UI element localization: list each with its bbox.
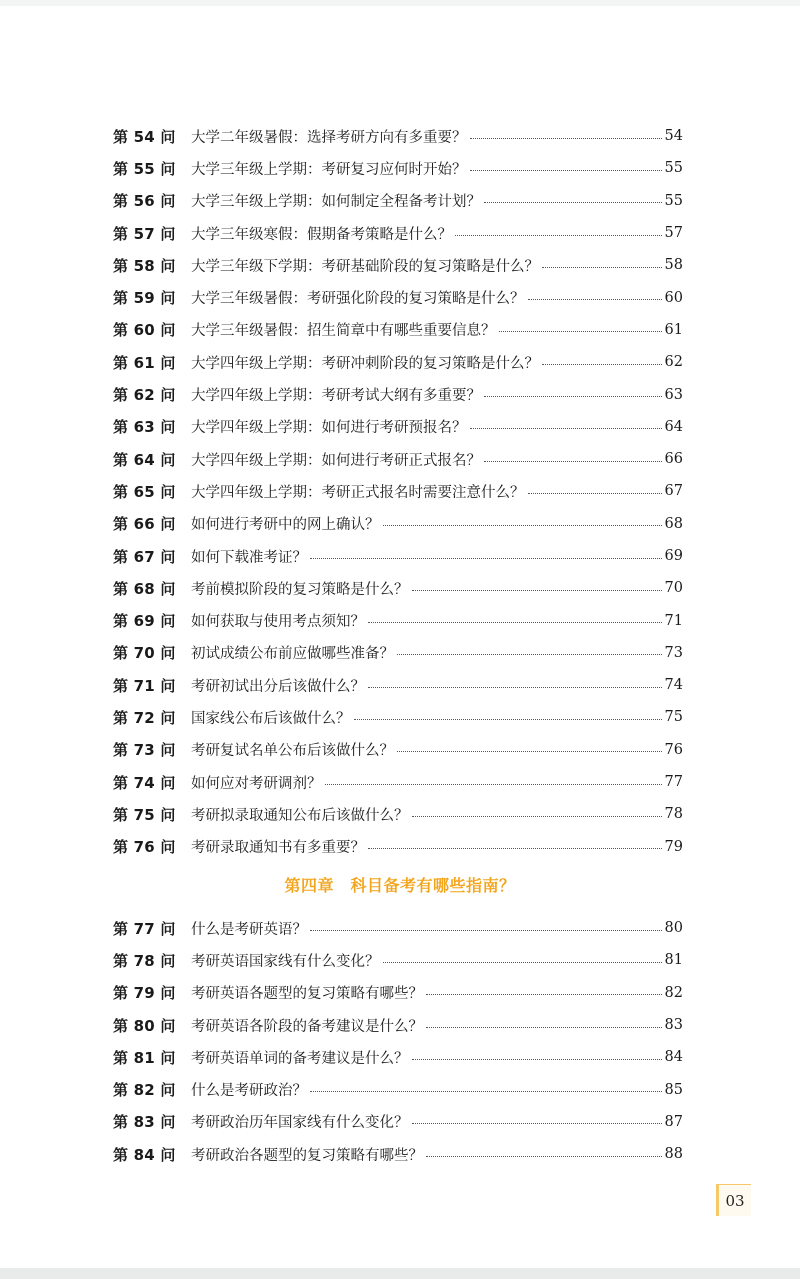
question-number: 第 66 问 [113, 515, 176, 534]
entry-page-number: 63 [664, 386, 683, 403]
entry-page-number: 75 [664, 709, 683, 726]
question-number: 第 74 问 [113, 773, 176, 792]
question-number: 第 55 问 [113, 159, 176, 178]
toc-entry [113, 734, 683, 766]
entry-page-number: 68 [664, 515, 683, 532]
entry-page-number: 55 [664, 160, 683, 177]
toc-entry [113, 1138, 683, 1170]
question-number: 第 54 问 [113, 127, 176, 146]
toc-entry [113, 798, 683, 830]
entry-title: 考前模拟阶段的复习策略是什么？ [191, 581, 409, 598]
toc-entry [113, 443, 683, 475]
toc-entry [113, 701, 683, 733]
dot-leader [484, 396, 662, 397]
question-number: 第 62 问 [113, 386, 176, 405]
question-number: 第 78 问 [113, 951, 176, 970]
entry-title: 如何获取与使用考点须知？ [191, 614, 365, 631]
toc-entry [113, 475, 683, 507]
entry-title: 考研复试名单公布后该做什么？ [191, 743, 394, 760]
entry-page-number: 67 [664, 483, 683, 500]
question-number: 第 75 问 [113, 805, 176, 824]
dot-leader [325, 784, 662, 785]
question-number: 第 80 问 [113, 1016, 176, 1035]
question-number: 第 58 问 [113, 256, 176, 275]
toc-entry [113, 411, 683, 443]
entry-page-number: 54 [664, 128, 683, 145]
question-number: 第 56 问 [113, 192, 176, 211]
entry-title: 考研录取通知书有多重要？ [191, 840, 365, 857]
dot-leader [542, 267, 662, 268]
entry-page-number: 64 [664, 418, 683, 435]
entry-title: 大学四年级上学期：如何进行考研正式报名？ [191, 452, 481, 469]
dot-leader [470, 170, 662, 171]
dot-leader [397, 654, 662, 655]
entry-title: 大学四年级上学期：考研考试大纲有多重要？ [191, 388, 481, 405]
entry-page-number: 61 [664, 321, 683, 338]
toc-entry [113, 766, 683, 798]
question-number: 第 64 问 [113, 450, 176, 469]
dot-leader [397, 751, 662, 752]
dot-leader [412, 1123, 662, 1124]
toc-entry [113, 637, 683, 669]
entry-page-number: 55 [664, 192, 683, 209]
toc-entry [113, 944, 683, 976]
question-number: 第 63 问 [113, 418, 176, 437]
toc-entry [113, 249, 683, 281]
toc-entry [113, 281, 683, 313]
entry-title: 如何应对考研调剂？ [191, 775, 322, 792]
entry-page-number: 87 [664, 1113, 683, 1130]
entry-page-number: 74 [664, 677, 683, 694]
entry-page-number: 60 [664, 289, 683, 306]
toc-entry [113, 1009, 683, 1041]
toc-list-part2 [113, 912, 683, 1170]
entry-title: 考研政治各题型的复习策略有哪些？ [191, 1147, 423, 1164]
entry-title: 考研政治历年国家线有什么变化？ [191, 1115, 409, 1132]
toc-entry [113, 314, 683, 346]
dot-leader [310, 558, 662, 559]
dot-leader [542, 364, 662, 365]
question-number: 第 73 问 [113, 741, 176, 760]
entry-title: 国家线公布后该做什么？ [191, 710, 351, 727]
dot-leader [528, 299, 662, 300]
toc-entry [113, 977, 683, 1009]
dot-leader [470, 428, 662, 429]
question-number: 第 70 问 [113, 644, 176, 663]
entry-title: 考研初试出分后该做什么？ [191, 678, 365, 695]
entry-title: 大学二年级暑假：选择考研方向有多重要？ [191, 129, 467, 146]
question-number: 第 83 问 [113, 1113, 176, 1132]
entry-page-number: 83 [664, 1017, 683, 1034]
dot-leader [426, 1027, 662, 1028]
entry-page-number: 88 [664, 1146, 683, 1163]
entry-title: 考研英语各阶段的备考建议是什么？ [191, 1018, 423, 1035]
toc-entry [113, 508, 683, 540]
toc-entry [113, 572, 683, 604]
dot-leader [528, 493, 662, 494]
question-number: 第 71 问 [113, 676, 176, 695]
entry-page-number: 73 [664, 644, 683, 661]
dot-leader [368, 687, 662, 688]
dot-leader [455, 235, 662, 236]
toc-entry [113, 185, 683, 217]
entry-page-number: 76 [664, 741, 683, 758]
entry-title: 考研英语单词的备考建议是什么？ [191, 1050, 409, 1067]
dot-leader [368, 848, 662, 849]
entry-page-number: 85 [664, 1081, 683, 1098]
entry-page-number: 71 [664, 612, 683, 629]
entry-page-number: 78 [664, 806, 683, 823]
toc-entry [113, 604, 683, 636]
question-number: 第 57 问 [113, 224, 176, 243]
dot-leader [310, 1091, 662, 1092]
question-number: 第 72 问 [113, 708, 176, 727]
dot-leader [484, 202, 662, 203]
toc-entry [113, 1106, 683, 1138]
dot-leader [484, 461, 662, 462]
entry-page-number: 82 [664, 984, 683, 1001]
entry-page-number: 81 [664, 952, 683, 969]
toc-entry [113, 669, 683, 701]
toc-list-part1 [113, 120, 683, 863]
toc-entry [113, 1041, 683, 1073]
question-number: 第 60 问 [113, 321, 176, 340]
question-number: 第 59 问 [113, 289, 176, 308]
entry-page-number: 84 [664, 1049, 683, 1066]
entry-page-number: 58 [664, 257, 683, 274]
entry-title: 考研拟录取通知公布后该做什么？ [191, 807, 409, 824]
dot-leader [426, 994, 662, 995]
toc-entry [113, 152, 683, 184]
dot-leader [354, 719, 662, 720]
question-number: 第 69 问 [113, 612, 176, 631]
entry-title: 大学四年级上学期：如何进行考研预报名？ [191, 420, 467, 437]
dot-leader [412, 1059, 662, 1060]
entry-title: 大学四年级上学期：考研冲刺阶段的复习策略是什么？ [191, 355, 539, 372]
entry-page-number: 57 [664, 225, 683, 242]
dot-leader [470, 138, 662, 139]
page-number: 03 [716, 1184, 751, 1216]
entry-title: 什么是考研政治？ [191, 1083, 307, 1100]
question-number: 第 79 问 [113, 984, 176, 1003]
dot-leader [499, 331, 662, 332]
entry-title: 大学三年级寒假：假期备考策略是什么？ [191, 226, 452, 243]
entry-page-number: 69 [664, 548, 683, 564]
toc-entry [113, 831, 683, 863]
question-number: 第 81 问 [113, 1048, 176, 1067]
dot-leader [426, 1156, 662, 1157]
entry-page-number: 77 [664, 774, 683, 791]
dot-leader [412, 816, 662, 817]
entry-title: 考研英语各题型的复习策略有哪些？ [191, 986, 423, 1003]
entry-title: 如何进行考研中的网上确认？ [191, 517, 380, 534]
dot-leader [383, 962, 662, 963]
entry-title: 考研英语国家线有什么变化？ [191, 953, 380, 970]
entry-title: 什么是考研英语？ [191, 921, 307, 938]
entry-title: 大学三年级下学期：考研基础阶段的复习策略是什么？ [191, 258, 539, 275]
question-number: 第 67 问 [113, 547, 176, 566]
top-edge [0, 0, 800, 6]
toc-entry [113, 1073, 683, 1105]
entry-title: 大学三年级上学期：如何制定全程备考计划？ [191, 194, 481, 211]
question-number: 第 68 问 [113, 579, 176, 598]
entry-title: 如何下载准考证？ [191, 549, 307, 566]
entry-page-number: 70 [664, 580, 683, 597]
entry-page-number: 66 [664, 451, 683, 468]
dot-leader [368, 622, 662, 623]
toc-entry [113, 346, 683, 378]
toc-entry [113, 540, 683, 572]
question-number: 第 61 问 [113, 353, 176, 372]
toc-entry [113, 120, 683, 152]
question-number: 第 76 问 [113, 838, 176, 857]
toc-entry [113, 217, 683, 249]
question-number: 第 84 问 [113, 1145, 176, 1164]
entry-title: 初试成绩公布前应做哪些准备？ [191, 646, 394, 663]
entry-page-number: 62 [664, 354, 683, 371]
dot-leader [383, 525, 662, 526]
entry-title: 大学四年级上学期：考研正式报名时需要注意什么？ [191, 484, 525, 501]
question-number: 第 77 问 [113, 919, 176, 938]
entry-title: 大学三年级暑假：招生简章中有哪些重要信息？ [191, 323, 496, 340]
toc-entry [113, 378, 683, 410]
toc-entry [113, 912, 683, 944]
chapter-heading: 第四章 科目备考有哪些指南？ [284, 876, 516, 895]
dot-leader [310, 930, 662, 931]
entry-title: 大学三年级暑假：考研强化阶段的复习策略是什么？ [191, 291, 525, 308]
entry-page-number: 79 [664, 838, 683, 855]
question-number: 第 82 问 [113, 1081, 176, 1100]
question-number: 第 65 问 [113, 482, 176, 501]
entry-title: 大学三年级上学期：考研复习应何时开始？ [191, 161, 467, 178]
dot-leader [412, 590, 662, 591]
entry-page-number: 80 [664, 920, 683, 937]
